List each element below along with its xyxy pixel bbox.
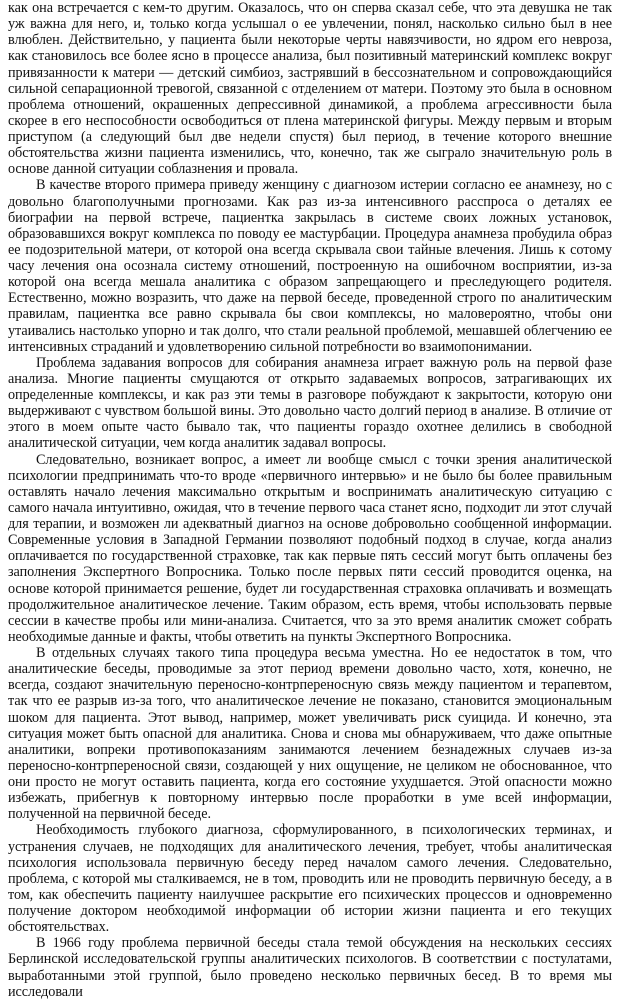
paragraph-6: Необходимость глубокого диагноза, сформулированного, в психологических терминах, и устранения случаев, не подходящих для аналитического лечения, требует, чтобы аналитическая психология использовала первичную беседу перед началом самого лечения. Следовательно, проблема, с которой мы сталкиваемся, не в том, проводить или не проводить первичную беседу, а в том, как обеспечить пациенту наилучшее раскрытие его психических процессов и одновременно получение доктором необходимой информации об истории жизни пациента и его текущих обстоятельствах. — [8, 822, 612, 936]
paragraph-4: Следовательно, возникает вопрос, а имеет ли вообще смысл с точки зрения аналитической психологии предпринимать что-то вроде «первичного интервью» и не было бы более правильным оставлять начало лечения максимально открытым и воспринимать аналитическую ситуацию с самого начала интуитивно, ожидая, что в течение первого часа станет ясно, подходит ли этот случай для терапии, и возможен ли адекватный диагноз на основе добровольно сообщенной информации. Современные условия в Западной Германии позволяют подобный подход в случае, когда анализ оплачивается по государственной страховке, так как первые пять сессий могут быть оплачены без заполнения Экспертного Вопросника. Только после первых пяти сессий проводится оценка, на основе которой принимается решение, будет ли государственная страховка оплачивать и возмещать продолжительное аналитическое лечение. Таким образом, есть время, чтобы использовать первые сессии в качестве пробы или мини-анализа. Считается, что за это время аналитик сможет собрать необходимые данные и факты, чтобы ответить на пункты Экспертного Вопросника. — [8, 451, 612, 645]
paragraph-1: как она встречается с кем-то другим. Оказалось, что он сперва сказал себе, что эта девушка не так уж важна для него, и, только когда услышал о ее увлечении, понял, насколько сильно был в нее влюблен. Действительно, у пациента были некоторые черты навязчивости, но ядром его невроза, как становилось все более ясно в процессе анализа, был позитивный материнский комплекс вокруг привязанности к матери — детский симбиоз, застрявший в бессознательном и сопровождающийся сильной сепарационной тревогой, связанной с отделением от матери. Поэтому это была в основном проблема отношений, окрашенных депрессивной динамикой, а проблема агрессивности была скорее в его неспособности освободиться от плена материнской фигуры. Между первым и вторым приступом (а следующий был две недели спустя) был период, в течение которого внешние обстоятельства жизни пациента изменились, что, конечно, так же сыграло значительную роль в основе данной ситуации соблазнения и провала. — [8, 0, 612, 178]
paragraph-7: В 1966 году проблема первичной беседы стала темой обсуждения на нескольких сессиях Берлинской исследовательской группы аналитических психологов. В соответствии с постулатами, выработанными этой группой, было проведено несколько первичных бесед. В то время мы исследовали — [8, 935, 612, 1000]
paragraph-5: В отдельных случаях такого типа процедура весьма уместна. Но ее недостаток в том, что аналитические беседы, проводимые за этот период времени довольно часто, хотя, конечно, не всегда, создают значительную переносно-контрпереносную связь между пациентом и терапевтом, так что ее разрыв из-за того, что аналитическое лечение не показано, становится эмоциональным шоком для пациента. Этот вывод, например, может увеличивать риск суицида. И конечно, эта ситуация может быть опасной для аналитика. Снова и снова мы обнаруживаем, что даже опытные аналитики, вопреки противопоказаниям занимаются лечением безнадежных случаев из-за переносно-контрпереносной связи, создающей у них ощущение, не целиком не обоснованное, что они просто не могут оставить пациента, когда его состояние ухудшается. Этой опасности можно избежать, прибегнув к повторному интервью после проработки в уме всей информации, полученной на первичной беседе. — [8, 645, 612, 823]
paragraph-2: В качестве второго примера приведу женщину с диагнозом истерии согласно ее анамнезу, но с довольно благополучными прогнозами. Как раз из-за интенсивного расспроса о деталях ее биографии на первой встрече, пациентка закрылась в системе своих ложных установок, образовавшихся вокруг комплекса по поводу ее мастурбации. Процедура анамнеза пробудила образ ее подозрительной матери, от которой она всегда скрывала свои тайные влечения. Лишь к сотому часу лечения она осознала систему отношений, построенную на ошибочном восприятии, из-за которой она всегда мешала аналитика с образом запрещающего и преследующего родителя. Естественно, можно возразить, что даже на первой беседе, проведенной строго по аналитическим правилам, пациентка все равно скрывала бы свои комплексы, но маловероятно, чтобы они утаивались настолько упорно и так долго, что стали реальной проблемой, мешавшей облегчению ее интенсивных страданий и удовлетворению сильной потребности во взаимопонимании. — [8, 177, 612, 355]
paragraph-3: Проблема задавания вопросов для собирания анамнеза играет важную роль на первой фазе анализа. Многие пациенты смущаются от открыто задаваемых вопросов, затрагивающих их определенные комплексы, и как раз эти темы в разговоре побуждают к закрытости, которую они выдерживают с чувством большой вины. Это довольно часто долгий период в анализе. В отличие от этого в моем опыте часто бывало так, что пациенты гораздо охотнее делились в свободной аналитической ситуации, чем когда аналитик задавал вопросы. — [8, 354, 612, 452]
